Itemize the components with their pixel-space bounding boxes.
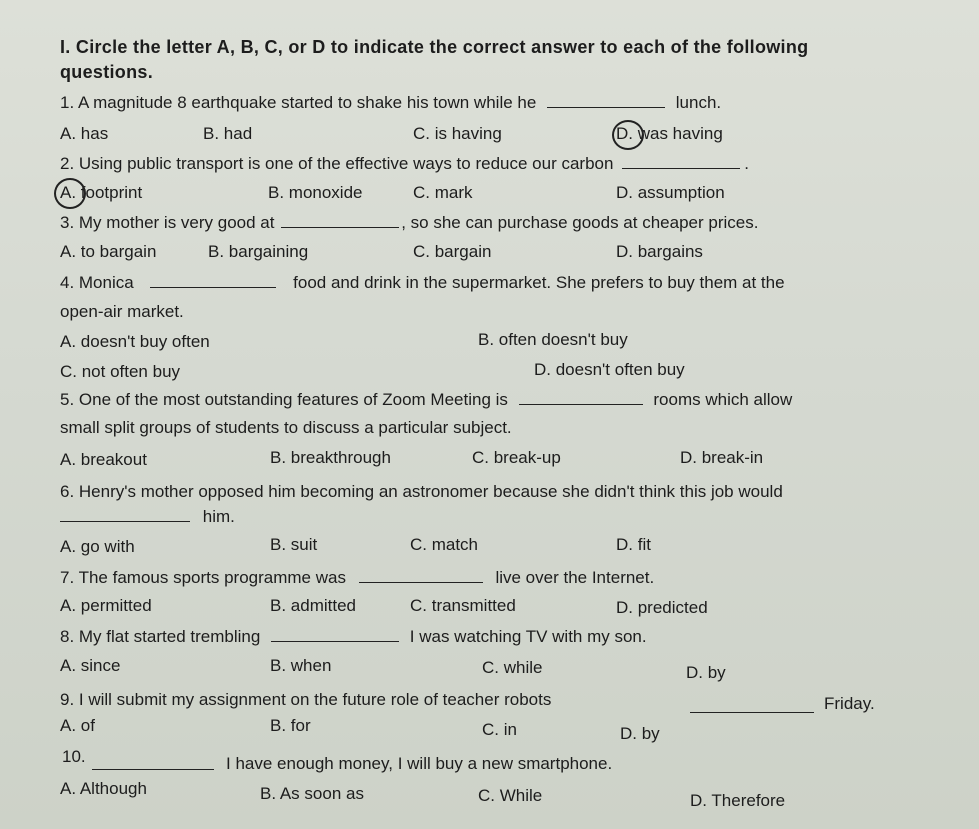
- q9-option-a[interactable]: A. of: [60, 716, 95, 735]
- q10-option-b[interactable]: B. As soon as: [260, 784, 364, 803]
- q5-option-c[interactable]: C. break-up: [472, 448, 561, 467]
- q8-answer-blank[interactable]: [271, 627, 399, 642]
- q5-stem-part-a: 5. One of the most outstanding features of Zoom Meeting is: [60, 390, 508, 409]
- q10-option-d[interactable]: D. Therefore: [690, 791, 786, 810]
- q9-option-c[interactable]: C. in: [482, 720, 517, 739]
- q1-option-b[interactable]: B. had: [203, 124, 253, 143]
- q10-stem-part-b: I have enough money, I will buy a new smartphone.: [226, 754, 613, 773]
- q4-stem-part-c: open-air market.: [60, 302, 184, 321]
- q4-option-b[interactable]: B. often doesn't buy: [478, 330, 628, 349]
- q1-option-c[interactable]: C. is having: [413, 124, 502, 143]
- question-2-stem: [60, 154, 749, 174]
- q8-stem-part-a: 8. My flat started trembling: [60, 627, 261, 646]
- q4-option-c[interactable]: C. not often buy: [60, 362, 181, 381]
- q5-stem-part-c: small split groups of students to discuss a particular subject.: [60, 418, 512, 437]
- q2-stem-part-a: 2. Using public transport is one of the effective ways to reduce our carbon: [60, 154, 614, 173]
- q8-option-c[interactable]: C. while: [482, 658, 543, 677]
- q6-answer-blank[interactable]: [60, 507, 190, 522]
- q6-option-b[interactable]: B. suit: [270, 535, 318, 554]
- q7-answer-blank[interactable]: [359, 568, 483, 583]
- q3-option-d[interactable]: D. bargains: [616, 242, 703, 261]
- q9-answer-blank[interactable]: [690, 698, 814, 713]
- instruction-line-1: I. Circle the letter A, B, C, or D to indicate the correct answer to each of the following: [60, 37, 809, 57]
- q2-option-c[interactable]: C. mark: [413, 183, 473, 202]
- q2-answer-blank[interactable]: [622, 154, 740, 169]
- q2-option-d[interactable]: D. assumption: [616, 183, 725, 202]
- q9-option-d[interactable]: D. by: [620, 724, 660, 743]
- q1-stem-part-a: 1. A magnitude 8 earthquake started to shake his town while he: [60, 93, 537, 112]
- q6-option-a[interactable]: A. go with: [60, 537, 135, 556]
- q1-stem-part-b: lunch.: [675, 93, 722, 112]
- q9-stem-part-a: 9. I will submit my assignment on the future role of teacher robots: [60, 690, 552, 709]
- q3-option-c[interactable]: C. bargain: [413, 242, 492, 261]
- q4-option-d[interactable]: D. doesn't often buy: [534, 360, 685, 379]
- question-3-stem: [60, 213, 758, 233]
- q6-stem-part-a: 6. Henry's mother opposed him becoming an astronomer because she didn't think this job would: [60, 482, 783, 501]
- q10-option-c[interactable]: C. While: [478, 786, 543, 805]
- q3-stem-part-b: , so she can purchase goods at cheaper prices.: [401, 213, 759, 232]
- q6-option-c[interactable]: C. match: [410, 535, 479, 554]
- q7-stem-part-b: live over the Internet.: [495, 568, 655, 587]
- q9-stem-part-b: Friday.: [824, 694, 875, 713]
- q9-option-b[interactable]: B. for: [270, 716, 311, 735]
- question-5-stem: [60, 390, 792, 410]
- instruction-line-2: questions.: [60, 62, 154, 82]
- q5-stem-part-b: rooms which allow: [653, 390, 793, 409]
- q4-answer-blank[interactable]: [150, 273, 276, 288]
- q7-option-a[interactable]: A. permitted: [60, 596, 152, 615]
- q6-stem-part-b: him.: [202, 507, 235, 526]
- q3-option-a[interactable]: A. to bargain: [60, 242, 157, 261]
- q10-option-a[interactable]: A. Although: [60, 779, 147, 798]
- q7-stem-part-a: 7. The famous sports programme was: [60, 568, 346, 587]
- q5-option-d[interactable]: D. break-in: [680, 448, 764, 467]
- question-8-stem: [60, 627, 647, 647]
- q1-answer-blank[interactable]: [547, 93, 665, 108]
- q3-answer-blank[interactable]: [281, 213, 399, 228]
- q3-option-b[interactable]: B. bargaining: [208, 242, 309, 261]
- q8-option-a[interactable]: A. since: [60, 656, 121, 675]
- q7-option-c[interactable]: C. transmitted: [410, 596, 516, 615]
- question-1-stem: [60, 93, 721, 113]
- q4-option-a[interactable]: A. doesn't buy often: [60, 332, 210, 351]
- q7-option-d[interactable]: D. predicted: [616, 598, 708, 617]
- question-6-stem-line-2: [60, 507, 235, 527]
- q1-option-a[interactable]: A. has: [60, 124, 109, 143]
- q2-option-b[interactable]: B. monoxide: [268, 183, 363, 202]
- q8-option-d[interactable]: D. by: [686, 663, 726, 682]
- q5-option-b[interactable]: B. breakthrough: [270, 448, 391, 467]
- q8-option-b[interactable]: B. when: [270, 656, 332, 675]
- q4-stem-part-a: 4. Monica: [60, 273, 134, 292]
- q10-answer-blank[interactable]: [92, 755, 214, 770]
- q2-stem-part-b: .: [744, 154, 749, 173]
- q5-answer-blank[interactable]: [519, 390, 643, 405]
- q10-stem-part-a: 10.: [62, 747, 86, 766]
- question-4-stem: [60, 273, 785, 293]
- q7-option-b[interactable]: B. admitted: [270, 596, 356, 615]
- question-7-stem: [60, 568, 654, 588]
- q6-option-d[interactable]: D. fit: [616, 535, 651, 554]
- q8-stem-part-b: I was watching TV with my son.: [409, 627, 647, 646]
- q3-stem-part-a: 3. My mother is very good at: [60, 213, 275, 232]
- q5-option-a[interactable]: A. breakout: [60, 450, 147, 469]
- q4-stem-part-b: food and drink in the supermarket. She prefers to buy them at the: [293, 273, 785, 292]
- q1-option-d[interactable]: D. was having: [616, 124, 723, 143]
- q2-option-a[interactable]: A. footprint: [60, 183, 143, 202]
